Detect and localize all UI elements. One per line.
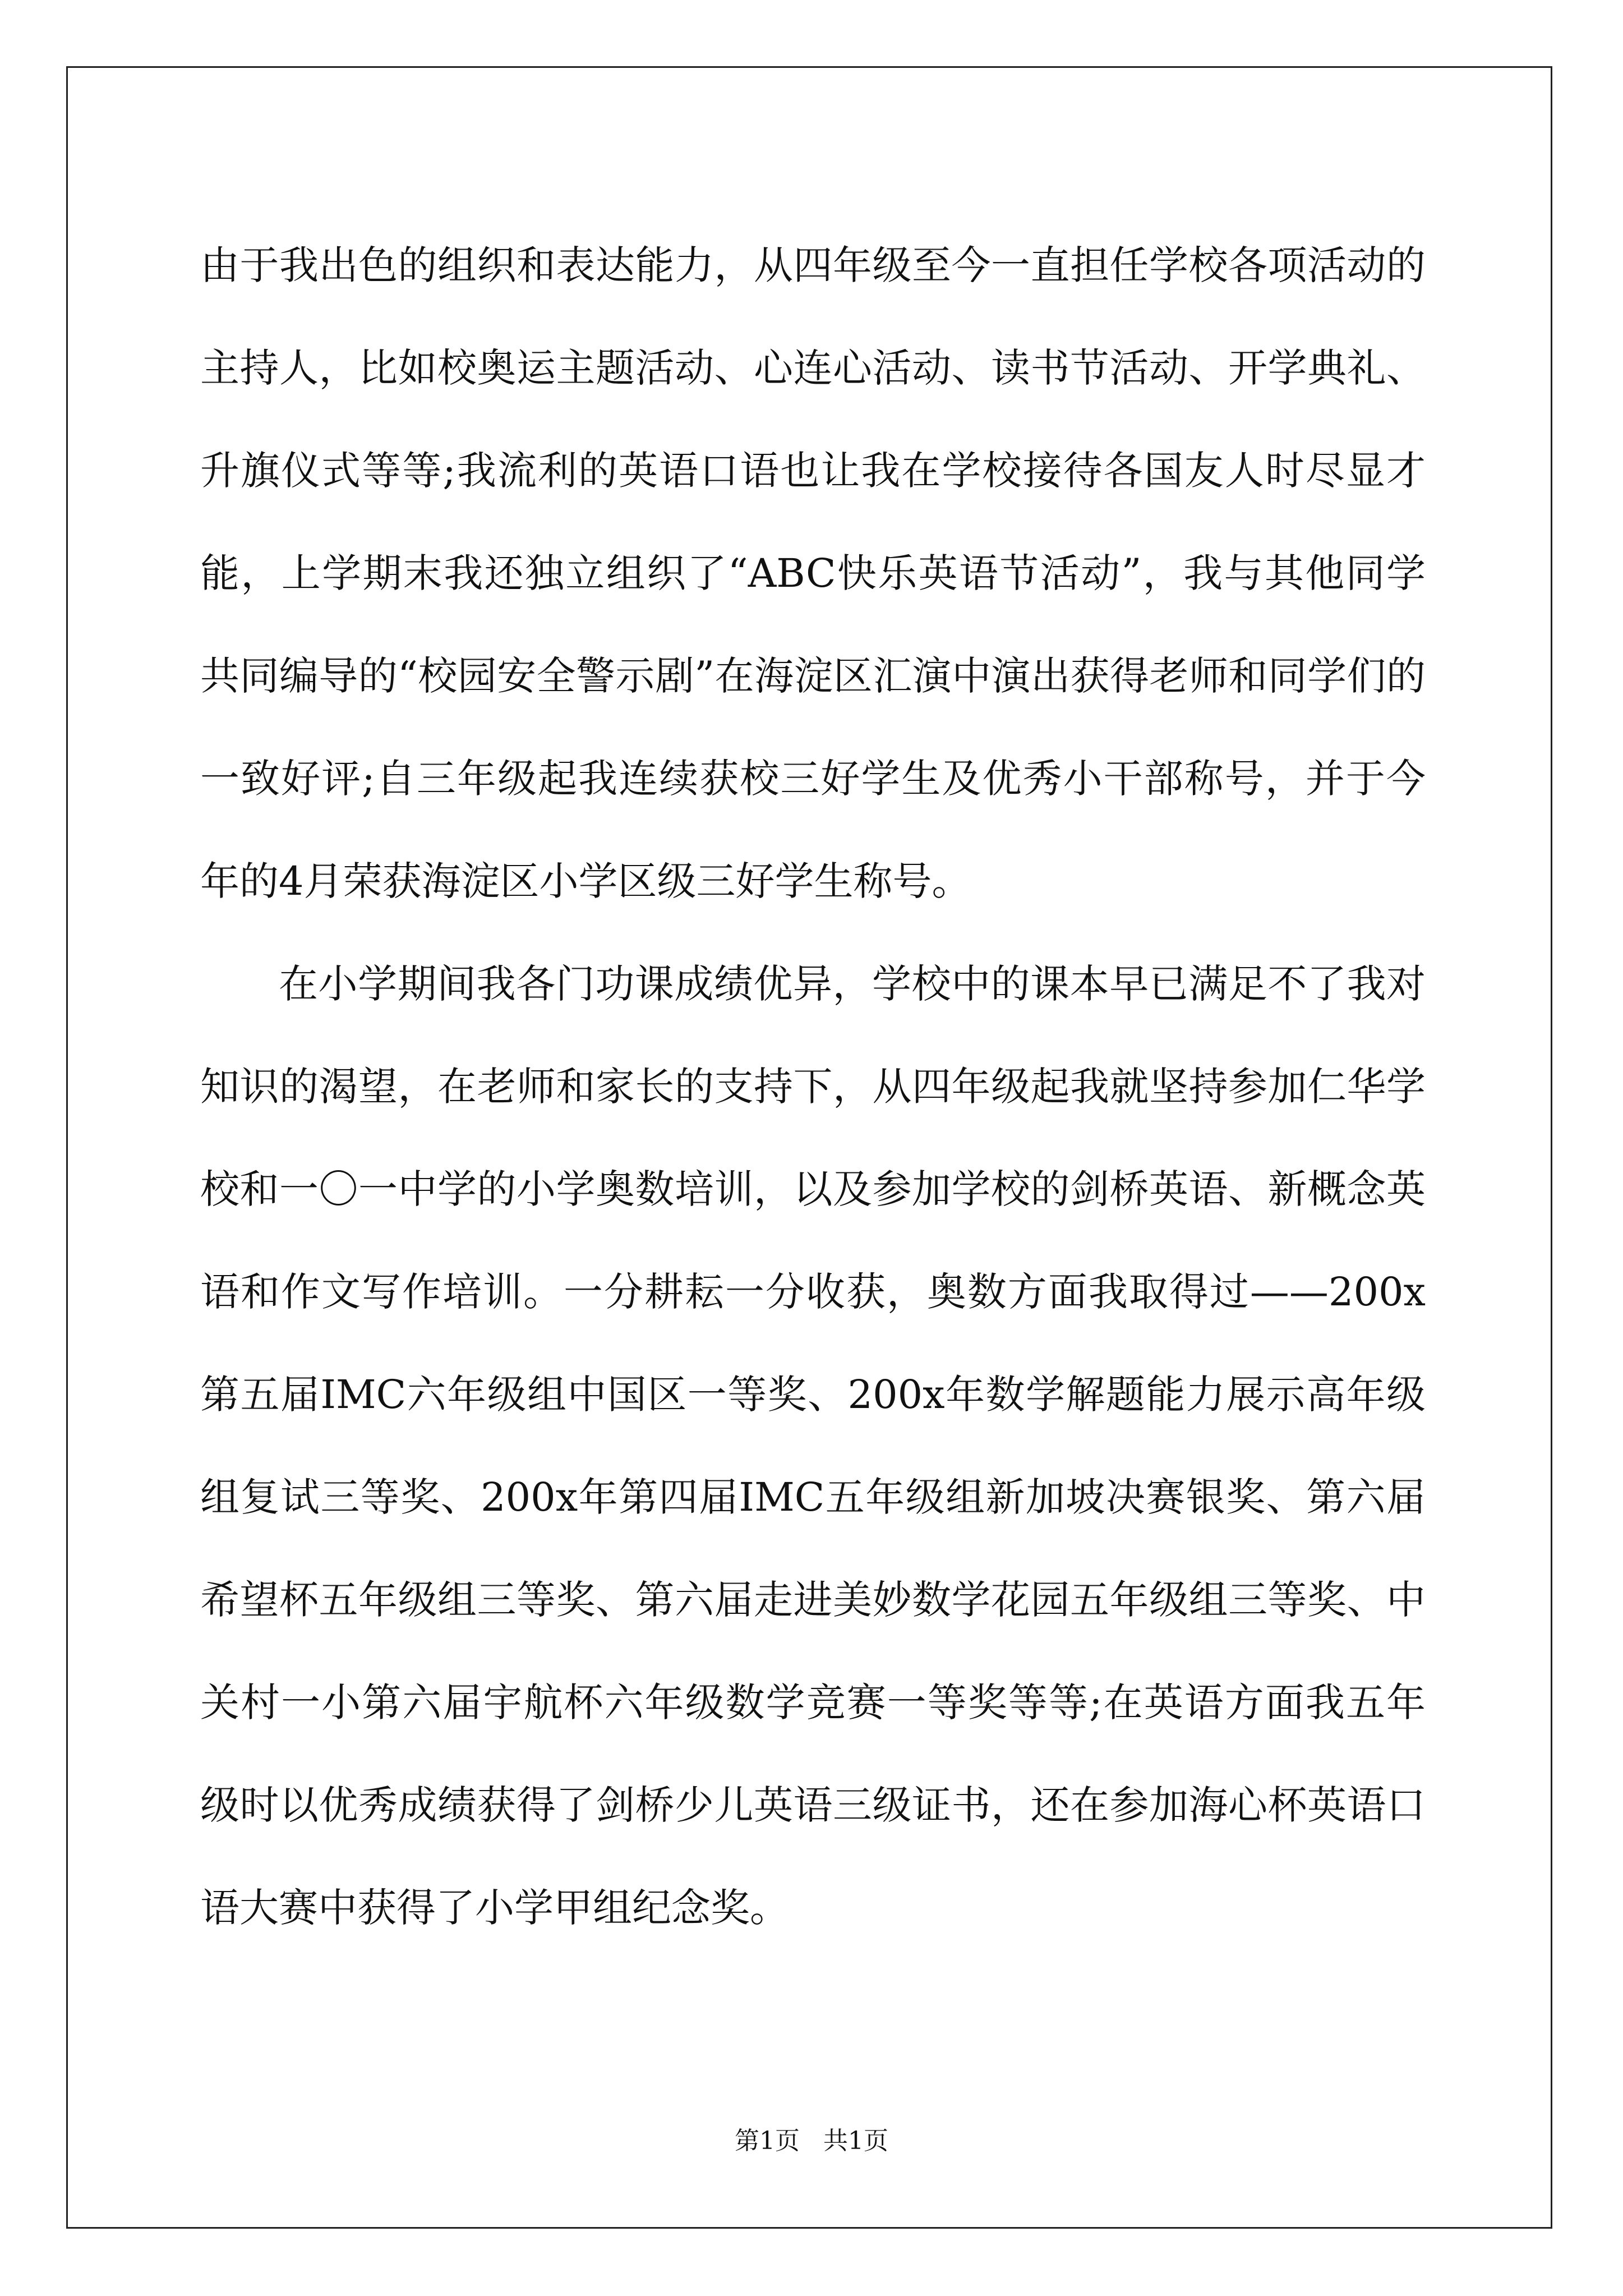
- paragraph-2: 在小学期间我各门功课成绩优异，学校中的课本早已满足不了我对知识的渴望，在老师和家长的支持下，从四年级起我就坚持参加仁华学校和一〇一中学的小学奥数培训，以及参加学校的剑桥英语、新概念英语和作文写作培训。一分耕耘一分收获，奥数方面我取得过——200x第五届IMC六年级组中国区一等奖、200x年数学解题能力展示高年级组复试三等奖、200x年第四届IMC五年级组新加坡决赛银奖、第六届希望杯五年级组三等奖、第六届走进美妙数学花园五年级组三等奖、中关村一小第六届宇航杯六年级数学竞赛一等奖等等;在英语方面我五年级时以优秀成绩获得了剑桥少儿英语三级证书，还在参加海心杯英语口语大赛中获得了小学甲组纪念奖。: [200, 961, 1426, 1931]
- document-body: [200, 214, 1426, 1959]
- page-footer: 第1页 共1页: [735, 2127, 888, 2155]
- paragraph-1: 由于我出色的组织和表达能力，从四年级至今一直担任学校各项活动的主持人，比如校奥运主题活动、心连心活动、读书节活动、开学典礼、升旗仪式等等;我流利的英语口语也让我在学校接待各国友人时尽显才能，上学期末我还独立组织了“ABC快乐英语节活动”，我与其他同学共同编导的“校园安全警示剧”在海淀区汇演中演出获得老师和同学们的一致好评;自三年级起我连续获校三好学生及优秀小干部称号，并于今年的4月荣获海淀区小学区级三好学生称号。: [200, 242, 1426, 904]
